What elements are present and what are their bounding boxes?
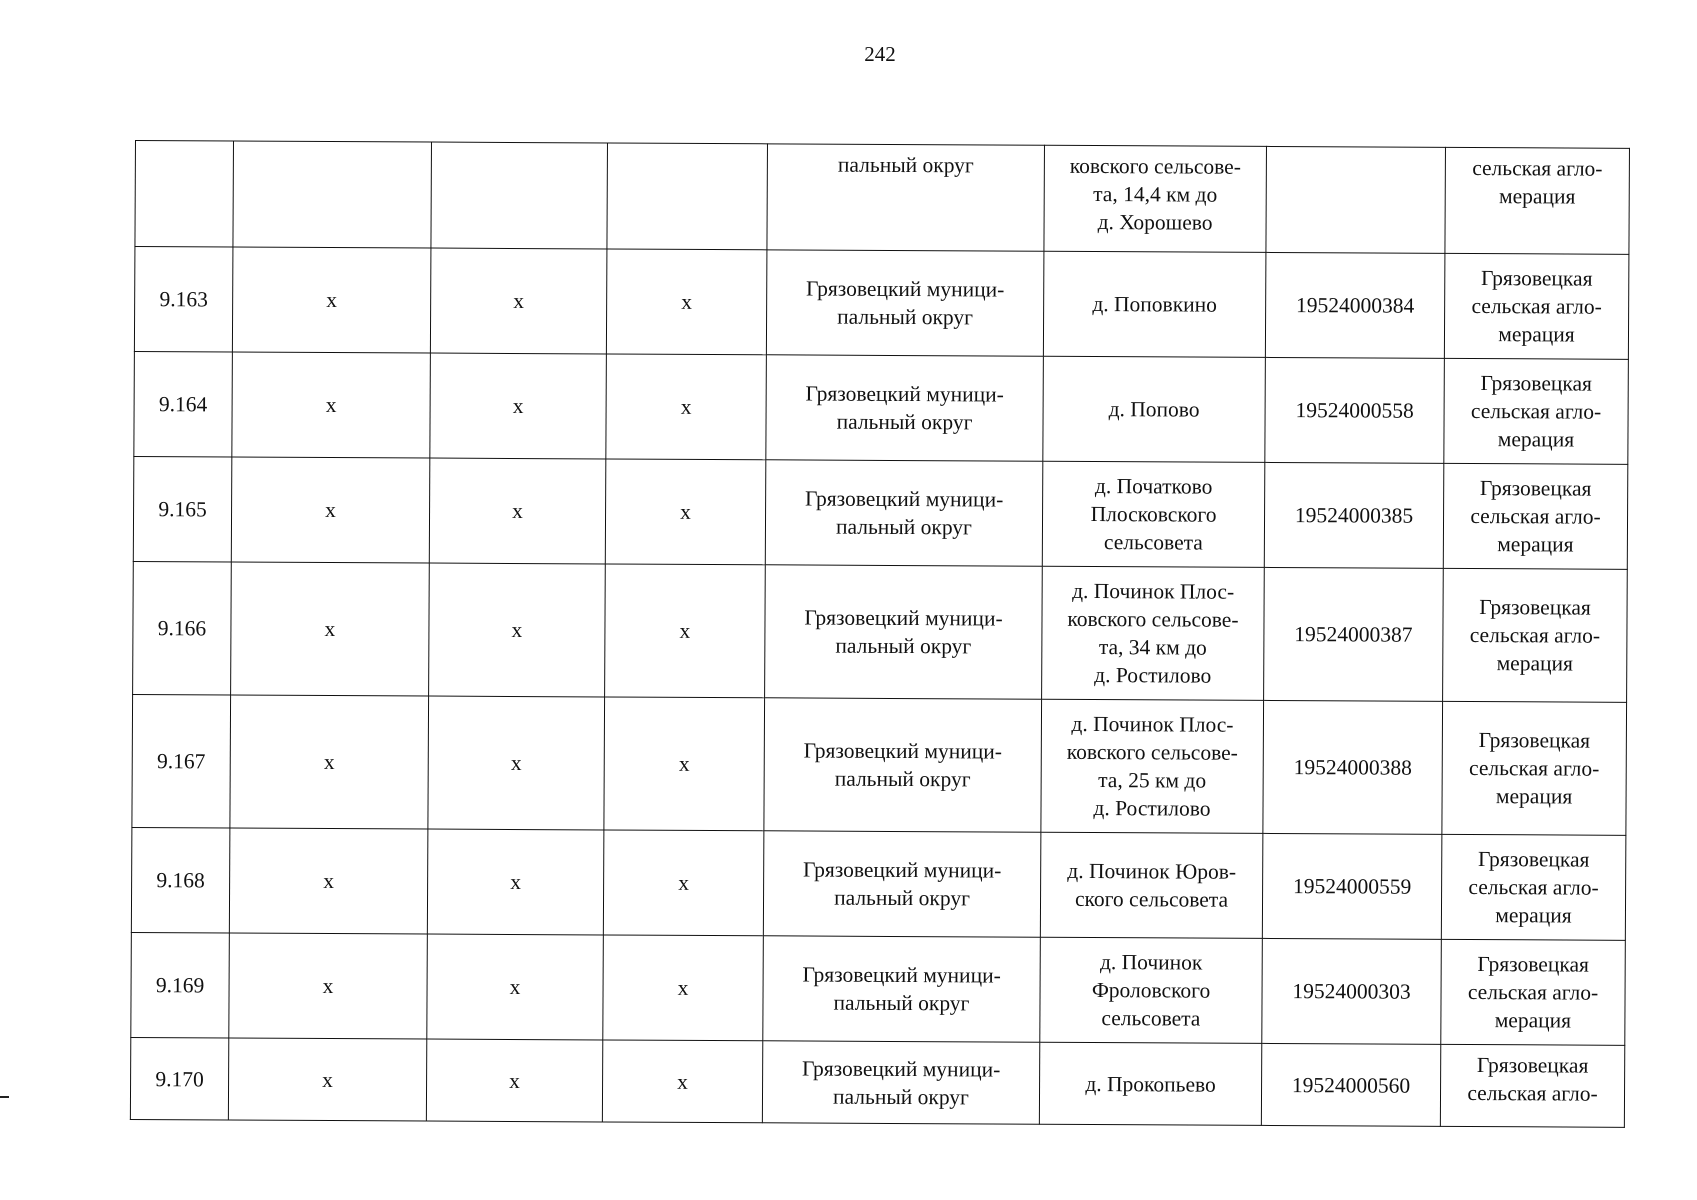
cell-locality: д. Починок Фроловского сельсовета	[1040, 937, 1263, 1043]
cell-code: 19524000559	[1262, 833, 1442, 939]
cell-c2: x	[232, 352, 431, 458]
cell-c3: x	[430, 248, 607, 354]
cell-num: 9.169	[131, 932, 230, 1038]
cell-num: 9.164	[134, 351, 233, 457]
cell-code: 19524000384	[1265, 252, 1445, 358]
table-row	[130, 1037, 1624, 1127]
cell-c3: x	[427, 829, 604, 935]
cell-locality: д. Починок Плос- ковского сельсове- та, 25 км до д. Ростилово	[1041, 699, 1264, 833]
cell-locality: д. Поповкино	[1043, 251, 1266, 357]
cell-c4: x	[606, 354, 767, 460]
cell-c3: x	[428, 696, 605, 830]
cell-municipality: Грязовецкий муници- пальный округ	[765, 565, 1043, 699]
cell-locality: д. Починок Юров- ского сельсовета	[1040, 832, 1263, 938]
table-row	[131, 827, 1626, 940]
margin-mark	[0, 1096, 9, 1098]
cell-municipality: Грязовецкий муници- пальный округ	[766, 250, 1044, 356]
table-row	[133, 456, 1628, 569]
cell-code: 19524000303	[1262, 938, 1442, 1044]
cell-locality: д. Попово	[1043, 356, 1266, 462]
page-number: 242	[864, 42, 896, 66]
table-row	[133, 561, 1628, 702]
cell-num: 9.165	[133, 456, 232, 562]
table-row	[132, 694, 1627, 835]
cell-agglomeration: Грязовецкая сельская агло- мерация	[1443, 463, 1628, 569]
cell-locality: д. Початково Плосковского сельсовета	[1042, 461, 1265, 567]
cell-locality: ковского сельсове- та, 14,4 км до д. Хорошево	[1044, 145, 1267, 252]
cell-num: 9.170	[130, 1037, 228, 1120]
cell-c4: x	[603, 935, 764, 1041]
cell-municipality: Грязовецкий муници- пальный округ	[763, 936, 1041, 1042]
cell-c4: x	[605, 564, 766, 698]
cell-c4	[607, 143, 768, 250]
cell-code	[1266, 146, 1446, 253]
cell-c3	[431, 142, 608, 249]
cell-c2	[233, 141, 432, 248]
cell-c3: x	[429, 458, 606, 564]
cell-agglomeration: Грязовецкая сельская агло- мерация	[1441, 939, 1626, 1045]
cell-locality: д. Починок Плос- ковского сельсове- та, 34 км до д. Ростилово	[1042, 566, 1265, 700]
cell-c2: x	[228, 1038, 426, 1121]
cell-c2: x	[230, 695, 429, 829]
cell-agglomeration: сельская агло- мерация	[1445, 147, 1630, 254]
cell-c2: x	[232, 247, 431, 353]
cell-num: 9.166	[133, 561, 232, 695]
cell-c3: x	[426, 1039, 602, 1122]
cell-num: 9.163	[134, 247, 233, 353]
cell-c3: x	[429, 563, 606, 697]
table-row	[134, 351, 1629, 464]
cell-c3: x	[430, 353, 607, 459]
cell-c2: x	[231, 562, 430, 696]
cell-locality: д. Прокопьево	[1039, 1042, 1261, 1125]
cell-c4: x	[605, 459, 766, 565]
cell-c2: x	[229, 933, 428, 1039]
cell-municipality: Грязовецкий муници- пальный округ	[763, 831, 1041, 937]
register-table	[130, 140, 1630, 1128]
cell-agglomeration: Грязовецкая сельская агло- мерация	[1441, 834, 1626, 940]
cell-code: 19524000388	[1263, 700, 1443, 834]
cell-num	[135, 141, 234, 248]
table-row	[131, 932, 1626, 1045]
cell-num: 9.168	[131, 827, 230, 933]
cell-c4: x	[602, 1040, 762, 1123]
cell-c2: x	[231, 457, 430, 563]
cell-agglomeration: Грязовецкая сельская агло- мерация	[1444, 253, 1629, 359]
cell-municipality: Грязовецкий муници- пальный округ	[765, 460, 1043, 566]
cell-c3: x	[427, 934, 604, 1040]
table-row	[134, 247, 1629, 360]
cell-agglomeration: Грязовецкая сельская агло- мерация	[1442, 701, 1627, 835]
cell-municipality: Грязовецкий муници- пальный округ	[766, 355, 1044, 461]
cell-code: 19524000385	[1264, 462, 1444, 568]
cell-c2: x	[229, 828, 428, 934]
cell-municipality: пальный округ	[767, 144, 1045, 251]
cell-num: 9.167	[132, 694, 231, 828]
cell-code: 19524000560	[1261, 1043, 1440, 1126]
cell-municipality: Грязовецкий муници- пальный округ	[764, 698, 1042, 832]
cell-code: 19524000558	[1265, 357, 1445, 463]
cell-agglomeration: Грязовецкая сельская агло- мерация	[1443, 568, 1628, 702]
cell-municipality: Грязовецкий муници- пальный округ	[762, 1041, 1039, 1124]
cell-code: 19524000387	[1264, 567, 1444, 701]
cell-c4: x	[606, 249, 767, 355]
cell-agglomeration: Грязовецкая сельская агло- мерация	[1444, 358, 1629, 464]
cell-c4: x	[603, 830, 764, 936]
cell-c4: x	[604, 697, 765, 831]
cell-agglomeration: Грязовецкая сельская агло-	[1440, 1044, 1624, 1127]
table-row-continuation	[135, 141, 1630, 255]
